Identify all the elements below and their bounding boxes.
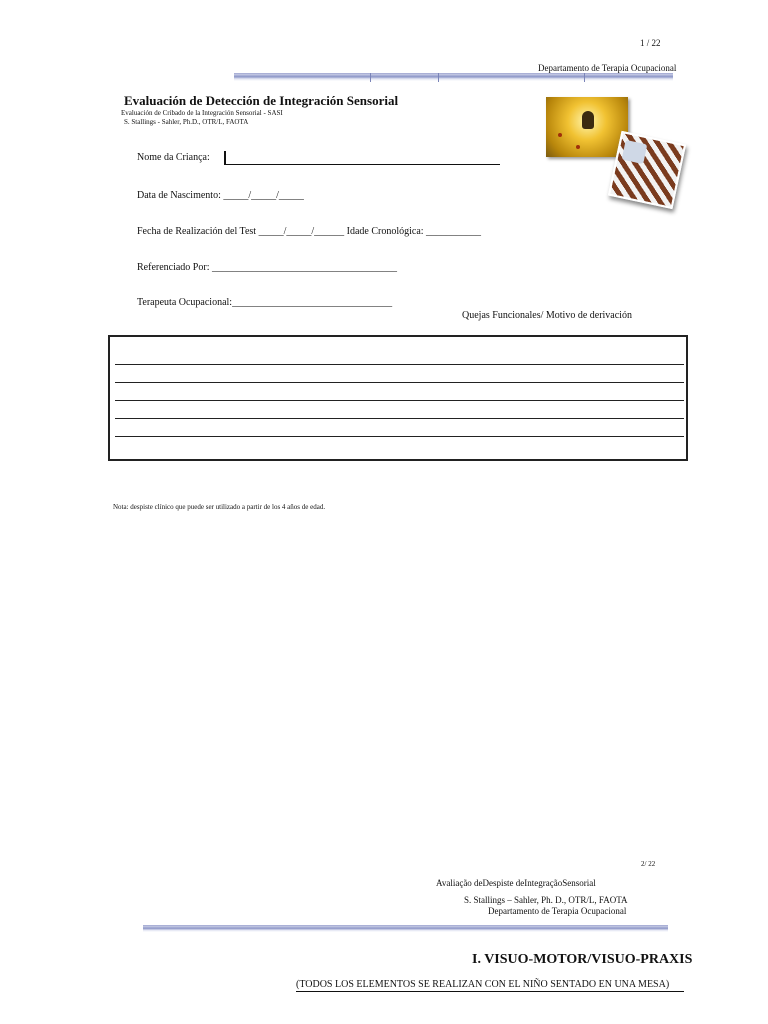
- page2-title-line: Avaliação deDespiste deIntegraçãoSensorial: [436, 878, 596, 888]
- complaints-box[interactable]: [108, 335, 688, 461]
- puzzle-pieces-photo: [608, 131, 686, 209]
- page2-number: 2/ 22: [641, 860, 656, 868]
- page2-header-rule: [143, 925, 668, 932]
- document-subtitle: Evaluación de Cribado de la Integración Sensorial - SASI: [121, 109, 283, 117]
- test-date-field[interactable]: Fecha de Realización del Test _____/_____/______ Idade Cronológica: ___________: [137, 226, 482, 237]
- page2-department: Departamento de Terapia Ocupacional: [488, 906, 627, 916]
- text-cursor: [224, 151, 226, 165]
- header-rule: [234, 73, 673, 81]
- referred-by-field[interactable]: Referenciado Por: _____________________________________: [137, 262, 397, 273]
- department-header: Departamento de Terapia Ocupacional: [538, 63, 677, 73]
- section-title: I. VISUO-MOTOR/VISUO-PRAXIS: [472, 952, 693, 967]
- section-note-underline: [296, 991, 684, 992]
- section-note: (TODOS LOS ELEMENTOS SE REALIZAN CON EL NIÑO SENTADO EN UNA MESA): [296, 979, 670, 990]
- therapist-field[interactable]: Terapeuta Ocupacional:________________________________: [137, 297, 393, 308]
- document-author: S. Stallings - Sahler, Ph.D., OTR/L, FAOTA: [124, 118, 249, 126]
- complaints-line[interactable]: [115, 364, 684, 365]
- complaints-line[interactable]: [115, 418, 684, 419]
- complaints-line[interactable]: [115, 400, 684, 401]
- child-name-label: Nome da Criança:: [137, 152, 210, 163]
- complaints-line[interactable]: [115, 382, 684, 383]
- child-tunnel-photo: [546, 97, 628, 157]
- page-number: 1 / 22: [640, 38, 661, 48]
- document-title: Evaluación de Detección de Integración Sensorial: [124, 93, 399, 108]
- page2-author: S. Stallings – Sahler, Ph. D., OTR/L, FAOTA: [464, 895, 628, 905]
- complaints-heading: Quejas Funcionales/ Motivo de derivación: [462, 310, 632, 321]
- age-note: Nota: despiste clínico que puede ser utilizado a partir de los 4 años de edad.: [113, 503, 326, 511]
- birth-date-field[interactable]: Data de Nascimento: _____/_____/_____: [137, 190, 304, 201]
- child-name-field[interactable]: [224, 164, 500, 165]
- complaints-line[interactable]: [115, 436, 684, 437]
